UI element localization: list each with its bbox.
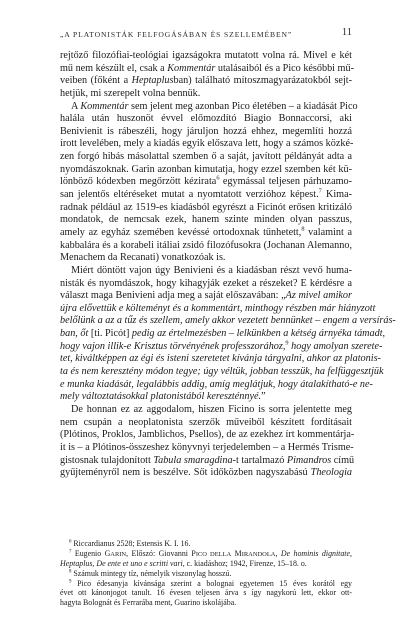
text-line: újra elővettük e költeményt és a kommentárt, minthogy részben már hiányzott xyxy=(60,302,376,314)
text-line: rejtőző filozófiai-teológiai igazságokra mutatott volna rá. Mivel e két xyxy=(60,50,352,61)
footnote-line: $^7$ Eugenio GARIN, Előszó: Giovanni PICO DELLA MIRANDOLA, De hominis dignitate, xyxy=(69,548,352,558)
text-line: Miért döntött vajon úgy Benivieni és a kiadásban részt vevő huma- xyxy=(71,264,352,276)
footnote-line: $^8$ Számuk mintegy tíz, némelyik viszonylag hosszú. xyxy=(69,568,232,578)
text-line: tet, kiváltképpen az égi és isteni szeretetet kívánja tárgyalni, ahkor az platonis- xyxy=(60,353,381,365)
footnote-line: $^6$ Riccardianus 2528; Estensis K. I. 16. xyxy=(69,539,191,548)
text-line: nisták és nyomdászok, hogy kihagyják ezeket a részeket? E kérdésre a xyxy=(60,277,352,289)
footnotes xyxy=(60,539,352,608)
text-line: lönböző kódexben megőrzött kézirata$^6$ egymással teljesen párhuzamo- xyxy=(60,175,353,188)
text-line: hogy vajon illik-e Krisztus törvényének professzorához,$^9$ hogy amolyan szerete- xyxy=(60,339,383,352)
body-text xyxy=(60,50,396,480)
text-line: (Plótinos, Proklos, Jamblichos, Psellos), de az ezekhez írt kommentárja- xyxy=(60,429,355,441)
text-line: halála után huszonöt évvel előmozdító Biagio Bonnaccorsi, aki xyxy=(60,113,352,125)
text-line: A Kommentár sem jelent meg azonban Pico életében – a kiadását Pico xyxy=(71,100,358,112)
running-head xyxy=(60,29,352,41)
text-line: választ maga Benivieni adja meg a saját előszavában: „Az mivel amikor xyxy=(60,290,352,302)
text-line: De honnan ez az aggodalom, hiszen Ficino is sorra jelentette meg xyxy=(71,403,352,415)
page-number: 11 xyxy=(341,27,352,38)
text-line: ta és nem keresztény módon tegye; úgy véltük, jobban tesszük, ha felfüggesztjük xyxy=(60,366,384,378)
text-line: Benivienit is rábeszéli, hogy járuljon hozzá ehhez, megemlíti hozzá xyxy=(60,125,352,137)
text-line: e munka kiadását, legalábbis addig, amíg meglátjuk, hogy átalakítható-e ne- xyxy=(60,378,373,390)
text-line: mű nem készült el, csak a Kommentár utalásaiból és a Pico későbbi mű- xyxy=(60,62,354,74)
footnote-line: hagyta Bolognát és Ferrarába ment, Guarino iskolájába. xyxy=(60,598,237,608)
footnote-line: Heptaplus, De ente et uno e scritti vari, c. kiadáshoz; 1942, Firenze, 15–18. o. xyxy=(60,558,307,568)
text-line: it is – a Plótinos-összeshez könyvnyi terjedelemben – a Hermés Trisme- xyxy=(60,441,354,453)
text-line: gistosnak tulajdonított Tabula smaragdina-t tartalmazó Pimandros című xyxy=(60,454,355,466)
text-line: írott levelében, mely a kiadás egyik előszava lett, hogy a számos közké- xyxy=(60,138,354,150)
footnote-line: évet ott kánonjogot tanult. 16 évesen teljesen árva s így nagykorú lett, ekkor ott- xyxy=(60,588,352,598)
text-line: mely változtatásokkal platonistából kereszténnyé.” xyxy=(60,391,266,403)
footnote-line: $^9$ Pico édesanyja kívánsága szerint a bolognai egyetemen 15 éves korától egy xyxy=(69,578,352,588)
text-line: ban, őt [ti. Picót] pedig az értelmezésben – lelkünkben a kétség árnyéka támadt, xyxy=(60,328,386,340)
text-line: hetjük, mi szerepelt volna bennük. xyxy=(60,87,201,99)
text-line: veiben (főként a Heptaplusban) található mítoszmagyarázatokból sejt- xyxy=(60,75,352,87)
text-line: amely az egyház szemében kevéssé ortodoxnak tűnhetett,$^8$ valamint a xyxy=(60,225,352,238)
text-line: Menachem da Recanati) vonatkozóak is. xyxy=(60,252,226,264)
text-line: san jelentős eltéréseket mutat a nyomtatott verzióhoz képest.$^7$ Kima- xyxy=(60,187,352,201)
text-line: zen forgó hibás másolattal szemben ő a saját, javított példányát adta a xyxy=(60,151,352,163)
text-line: nem csupán a neoplatonista szerzők műveiből készített fordításait xyxy=(60,416,352,428)
text-line: radnak például az 1519-es kiadásból egyrészt a Ficinót erősen kritizáló xyxy=(60,201,352,213)
text-line: belőlünk a az a tűz és szellem, amely akkor vezetett bennünket – engem a versírás- xyxy=(60,315,396,327)
text-line: mondatok, de nemcsak ezek, hanem szinte minden olyan passzus, xyxy=(60,214,352,226)
text-line: gyűjteményről nem is beszélve. Sőt időközben nagyszabású Theologia xyxy=(60,467,352,479)
running-head-title: „A PLATONISTÁK FELFOGÁSÁBAN ÉS SZELLEMÉBEN” xyxy=(60,30,293,39)
text-line: nyomdászoknak. Garin azonban kimutatja, hogy ezzel szemben két kü- xyxy=(60,163,352,175)
text-line: kabbalára és a korabeli itáliai zsidó filozófusokra (Jochanan Alemanno, xyxy=(60,239,352,251)
